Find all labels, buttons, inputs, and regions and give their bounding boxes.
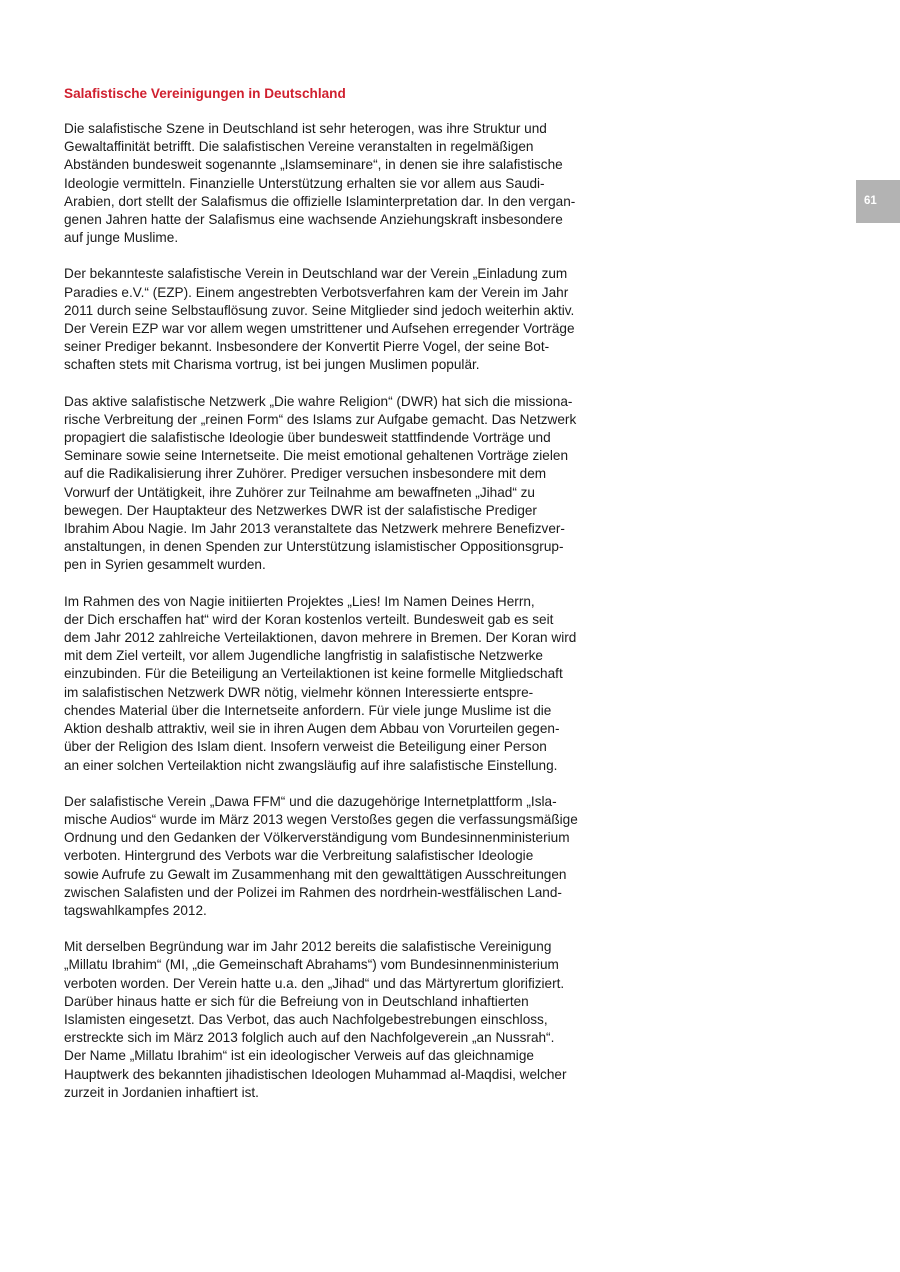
paragraph-list [64,120,612,1102]
text-line: Im Rahmen des von Nagie initiierten Projektes „Lies! Im Namen Deines Herrn, [64,593,535,609]
text-line: Der bekannteste salafistische Verein in Deutschland war der Verein „Einladung zum [64,266,568,282]
text-line: 2011 durch seine Selbstauflösung zuvor. Seine Mitglieder sind jedoch weiterhin aktiv. [64,302,575,318]
text-line: schaften stets mit Charisma vortrug, ist bei jungen Muslimen populär. [64,357,480,373]
text-line: chendes Material über die Internetseite anfordern. Für viele junge Muslime ist die [64,702,552,718]
text-line: rische Verbreitung der „reinen Form“ des Islams zur Aufgabe gemacht. Das Netzwerk [64,411,577,427]
text-line: tagswahlkampfes 2012. [64,902,207,918]
text-line: Seminare sowie seine Internetseite. Die meist emotional gehaltenen Vorträge zielen [64,448,569,464]
text-line: mische Audios“ wurde im März 2013 wegen Verstoßes gegen die verfassungsmäßige [64,811,578,827]
text-line: Aktion deshalb attraktiv, weil sie in ihren Augen dem Abbau von Vorurteilen gegen- [64,721,560,737]
text-line: einzubinden. Für die Beteiligung an Verteilaktionen ist keine formelle Mitgliedschaft [64,666,563,682]
text-line: Abständen bundesweit sogenannte „Islamseminare“, in denen sie ihre salafistische [64,157,563,173]
text-line: zurzeit in Jordanien inhaftiert ist. [64,1084,259,1100]
text-line: Gewaltaffinität betrifft. Die salafistischen Vereine veranstalten in regelmäßigen [64,139,534,155]
text-line: Hauptwerk des bekannten jihadistischen Ideologen Muhammad al-Maqdisi, welcher [64,1066,567,1082]
body-paragraph [64,120,612,247]
text-line: propagiert die salafistische Ideologie über bundesweit stattfindende Vorträge und [64,430,551,446]
text-line: auf die Radikalisierung ihrer Zuhörer. Prediger versuchen insbesondere mit dem [64,466,547,482]
page-content [64,84,612,1120]
text-line: Darüber hinaus hatte er sich für die Befreiung von in Deutschland inhaftierten [64,993,529,1009]
text-line: dem Jahr 2012 zahlreiche Verteilaktionen, davon mehrere in Bremen. Der Koran wird [64,630,577,646]
text-line: Ibrahim Abou Nagie. Im Jahr 2013 veranstaltete das Netzwerk mehrere Benefizver- [64,521,565,537]
text-line: Mit derselben Begründung war im Jahr 2012 bereits die salafistische Vereinigung [64,939,552,955]
text-line: „Millatu Ibrahim“ (MI, „die Gemeinschaft Abrahams“) vom Bundesinnenministerium [64,957,559,973]
text-line: an einer solchen Verteilaktion nicht zwangsläufig auf ihre salafistische Einstellung. [64,757,558,773]
body-paragraph [64,593,612,775]
text-line: sowie Aufrufe zu Gewalt im Zusammenhang mit den gewalttätigen Ausschreitungen [64,866,567,882]
text-line: bewegen. Der Hauptakteur des Netzwerkes DWR ist der salafistische Prediger [64,502,537,518]
body-paragraph [64,938,612,1102]
text-line: im salafistischen Netzwerk DWR nötig, vielmehr können Interessierte entspre- [64,684,534,700]
page-number-tab [856,180,900,223]
text-line: zwischen Salafisten und der Polizei im Rahmen des nordrhein-westfälischen Land- [64,884,562,900]
text-line: Vorwurf der Untätigkeit, ihre Zuhörer zur Teilnahme am bewaffneten „Jihad“ zu [64,484,535,500]
page-number: 61 [864,195,877,207]
text-line: über der Religion des Islam dient. Insofern verweist die Beteiligung einer Person [64,739,547,755]
body-paragraph [64,265,612,374]
text-line: auf junge Muslime. [64,230,179,246]
text-line: pen in Syrien gesammelt wurden. [64,557,266,573]
text-line: erstreckte sich im März 2013 folglich auch auf den Nachfolgeverein „an Nussrah“. [64,1030,555,1046]
text-line: verboten. Hintergrund des Verbots war die Verbreitung salafistischer Ideologie [64,848,534,864]
text-line: Ordnung und den Gedanken der Völkerverständigung vom Bundesinnenministerium [64,830,570,846]
text-line: verboten worden. Der Verein hatte u.a. den „Jihad“ und das Märtyrertum glorifiziert. [64,975,565,991]
text-line: Arabien, dort stellt der Salafismus die offizielle Islaminterpretation dar. In den vergan- [64,193,576,209]
text-line: Der salafistische Verein „Dawa FFM“ und die dazugehörige Internetplattform „Isla- [64,793,557,809]
text-line: seiner Prediger bekannt. Insbesondere der Konvertit Pierre Vogel, der seine Bot- [64,339,550,355]
text-line: Der Name „Millatu Ibrahim“ ist ein ideologischer Verweis auf das gleichnamige [64,1048,534,1064]
text-line: Paradies e.V.“ (EZP). Einem angestrebten Verbotsverfahren kam der Verein im Jahr [64,284,569,300]
body-paragraph [64,393,612,575]
text-line: anstaltungen, in denen Spenden zur Unterstützung islamistischer Oppositionsgrup- [64,539,564,555]
text-line: Das aktive salafistische Netzwerk „Die wahre Religion“ (DWR) hat sich die missiona- [64,393,573,409]
text-line: Die salafistische Szene in Deutschland ist sehr heterogen, was ihre Struktur und [64,121,547,136]
section-heading: Salafistische Vereinigungen in Deutschland [64,86,346,101]
text-line: Islamisten eingesetzt. Das Verbot, das auch Nachfolgebestrebungen einschloss, [64,1011,548,1027]
text-line: Der Verein EZP war vor allem wegen umstrittener und Aufsehen erregender Vorträge [64,321,575,337]
text-line: genen Jahren hatte der Salafismus eine wachsende Anziehungskraft insbesondere [64,212,563,228]
text-line: der Dich erschaffen hat“ wird der Koran kostenlos verteilt. Bundesweit gab es seit [64,611,554,627]
body-paragraph [64,793,612,920]
text-line: mit dem Ziel verteilt, vor allem Jugendliche langfristig in salafistische Netzwerke [64,648,543,664]
text-line: Ideologie vermitteln. Finanzielle Unterstützung erhalten sie vor allem aus Saudi- [64,175,545,191]
